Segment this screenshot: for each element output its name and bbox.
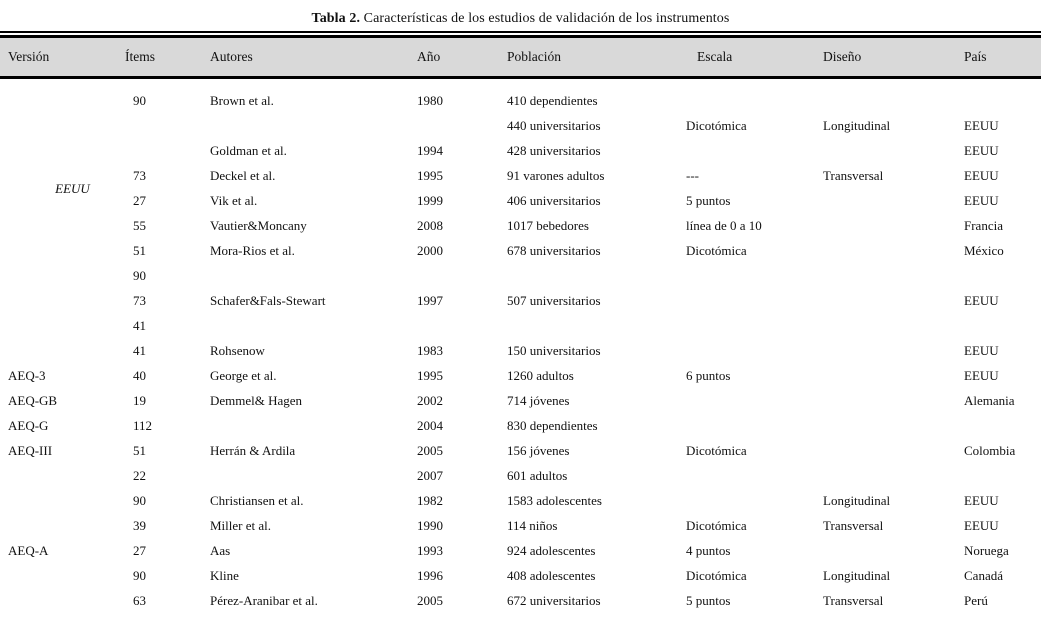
top-rule-thin <box>0 31 1041 33</box>
cell-escala <box>686 388 823 413</box>
table-row <box>0 588 1041 613</box>
cell-autores: Demmel& Hagen <box>210 393 303 408</box>
cell-diseno: Longitudinal <box>823 493 891 508</box>
cell-poblacion: 408 adolescentes <box>507 568 596 583</box>
cell-version <box>0 213 125 238</box>
table-row <box>0 563 1041 588</box>
cell-version <box>0 263 125 288</box>
cell-escala: Dicotómica <box>686 118 747 133</box>
cell-items: 27 <box>133 543 146 558</box>
cell-items: 41 <box>133 318 146 333</box>
cell-poblacion: 672 universitarios <box>507 593 601 608</box>
cell-autores: Christiansen et al. <box>210 493 304 508</box>
cell-version <box>0 313 125 338</box>
column-header-pais: País <box>964 38 1041 78</box>
cell-items: 27 <box>133 193 146 208</box>
cell-pais <box>964 413 1041 438</box>
cell-poblacion <box>507 263 686 288</box>
cell-diseno: Transversal <box>823 518 884 533</box>
cell-items: 73 <box>133 168 146 183</box>
cell-pais: EEUU <box>964 143 999 158</box>
cell-items: 41 <box>133 343 146 358</box>
cell-pais <box>964 463 1041 488</box>
cell-pais: EEUU <box>964 193 999 208</box>
cell-diseno: Transversal <box>823 593 884 608</box>
cell-poblacion: 1583 adolescentes <box>507 493 602 508</box>
table-row <box>0 138 1041 163</box>
table-row <box>0 463 1041 488</box>
cell-poblacion: 406 universitarios <box>507 193 601 208</box>
cell-autores: Miller et al. <box>210 518 272 533</box>
cell-pais: Noruega <box>964 543 1009 558</box>
table-row <box>0 238 1041 263</box>
cell-escala: 5 puntos <box>686 593 731 608</box>
cell-diseno <box>823 363 964 388</box>
cell-items: 22 <box>133 468 146 483</box>
cell-diseno <box>823 88 964 113</box>
cell-poblacion: 428 universitarios <box>507 143 601 158</box>
table-row <box>0 288 1041 313</box>
cell-ano: 1983 <box>417 343 443 358</box>
header-row <box>0 38 1041 78</box>
cell-diseno: Transversal <box>823 168 884 183</box>
table-row <box>0 538 1041 563</box>
cell-version-group-label: EEUU <box>55 180 90 196</box>
table-row <box>0 213 1041 238</box>
cell-autores: Kline <box>210 568 239 583</box>
cell-diseno: Longitudinal <box>823 118 891 133</box>
cell-pais <box>964 88 1041 113</box>
cell-items: 51 <box>133 243 146 258</box>
table-row <box>0 513 1041 538</box>
cell-diseno <box>823 438 964 463</box>
cell-pais: EEUU <box>964 518 999 533</box>
column-header-autores: Autores <box>210 38 417 78</box>
cell-items <box>125 113 210 138</box>
table-row <box>0 88 1041 113</box>
cell-version <box>0 238 125 263</box>
cell-pais: Perú <box>964 593 988 608</box>
cell-escala: Dicotómica <box>686 243 747 258</box>
cell-escala <box>686 138 823 163</box>
cell-poblacion: 1260 adultos <box>507 368 574 383</box>
cell-items: 55 <box>133 218 146 233</box>
column-header-escala: Escala <box>686 38 823 78</box>
cell-autores: Aas <box>210 543 231 558</box>
cell-version <box>0 488 125 513</box>
cell-items: 90 <box>133 568 146 583</box>
cell-version: AEQ-G <box>8 418 49 433</box>
cell-escala <box>686 263 823 288</box>
cell-pais: EEUU <box>964 343 999 358</box>
cell-diseno <box>823 388 964 413</box>
cell-escala <box>686 488 823 513</box>
cell-items: 19 <box>133 393 146 408</box>
table-caption-label: Tabla 2. <box>311 11 361 26</box>
cell-diseno <box>823 213 964 238</box>
cell-poblacion: 150 universitarios <box>507 343 601 358</box>
cell-pais: México <box>964 243 1004 258</box>
table-caption-text: Características de los estudios de validación de los instrumentos <box>360 11 730 26</box>
cell-poblacion: 714 jóvenes <box>507 393 570 408</box>
cell-items: 112 <box>133 418 153 433</box>
cell-version <box>0 588 125 613</box>
cell-autores: George et al. <box>210 368 277 383</box>
cell-escala: Dicotómica <box>686 443 747 458</box>
cell-version <box>0 88 125 113</box>
cell-escala <box>686 313 823 338</box>
cell-autores: Brown et al. <box>210 93 274 108</box>
cell-version: AEQ-III <box>8 443 53 458</box>
table-row <box>0 438 1041 463</box>
cell-escala: 5 puntos <box>686 193 731 208</box>
cell-autores: Vautier&Moncany <box>210 218 307 233</box>
cell-pais: EEUU <box>964 293 999 308</box>
cell-ano: 1990 <box>417 518 443 533</box>
cell-autores: Herrán & Ardila <box>210 443 296 458</box>
cell-ano: 2005 <box>417 443 443 458</box>
cell-version <box>0 138 125 163</box>
cell-version <box>0 563 125 588</box>
table-row <box>0 263 1041 288</box>
cell-poblacion: 830 dependientes <box>507 418 598 433</box>
cell-ano: 2008 <box>417 218 443 233</box>
cell-autores <box>210 313 417 338</box>
cell-autores <box>210 263 417 288</box>
cell-diseno <box>823 263 964 288</box>
cell-autores: Goldman et al. <box>210 143 287 158</box>
cell-ano: 2000 <box>417 243 443 258</box>
table-row <box>0 313 1041 338</box>
cell-pais: EEUU <box>964 118 999 133</box>
cell-items: 63 <box>133 593 146 608</box>
cell-autores <box>210 463 417 488</box>
cell-pais: Alemania <box>964 393 1015 408</box>
cell-autores <box>210 413 417 438</box>
cell-escala <box>686 338 823 363</box>
cell-version: AEQ-A <box>8 543 49 558</box>
cell-pais: EEUU <box>964 493 999 508</box>
cell-version <box>0 338 125 363</box>
cell-escala <box>686 463 823 488</box>
cell-ano <box>417 263 507 288</box>
cell-poblacion: 924 adolescentes <box>507 543 596 558</box>
cell-poblacion <box>507 313 686 338</box>
cell-ano: 1995 <box>417 168 443 183</box>
cell-poblacion: 156 jóvenes <box>507 443 570 458</box>
column-header-diseno: Diseño <box>823 38 964 78</box>
table-row <box>0 413 1041 438</box>
spacer-row <box>0 78 1041 89</box>
cell-diseno <box>823 313 964 338</box>
cell-ano <box>417 113 507 138</box>
cell-poblacion: 114 niños <box>507 518 558 533</box>
table-row <box>0 388 1041 413</box>
cell-ano: 2005 <box>417 593 443 608</box>
cell-autores: Schafer&Fals-Stewart <box>210 293 326 308</box>
cell-version <box>0 288 125 313</box>
cell-ano: 2004 <box>417 418 443 433</box>
cell-autores: Deckel et al. <box>210 168 276 183</box>
cell-escala: 4 puntos <box>686 543 731 558</box>
table-caption <box>0 11 1041 27</box>
cell-ano: 1994 <box>417 143 443 158</box>
column-header-poblacion: Población <box>507 38 686 78</box>
cell-poblacion: 91 varones adultos <box>507 168 605 183</box>
cell-poblacion: 601 adultos <box>507 468 568 483</box>
cell-autores: Pérez-Aranibar et al. <box>210 593 318 608</box>
cell-pais <box>964 313 1041 338</box>
validation-studies-table <box>0 38 1041 613</box>
column-header-version: Versión <box>0 38 125 78</box>
cell-items: 51 <box>133 443 146 458</box>
cell-ano: 1995 <box>417 368 443 383</box>
cell-ano: 1997 <box>417 293 443 308</box>
cell-items: 39 <box>133 518 146 533</box>
table-row <box>0 363 1041 388</box>
cell-escala: Dicotómica <box>686 568 747 583</box>
cell-diseno <box>823 138 964 163</box>
table-row <box>0 188 1041 213</box>
spacer <box>0 78 1041 89</box>
cell-autores: Vik et al. <box>210 193 258 208</box>
cell-pais: EEUU <box>964 368 999 383</box>
cell-pais: Francia <box>964 218 1003 233</box>
cell-version: AEQ-3 <box>8 368 46 383</box>
cell-items: 40 <box>133 368 146 383</box>
cell-autores <box>210 113 417 138</box>
cell-items: 73 <box>133 293 146 308</box>
cell-version: AEQ-GB <box>8 393 58 408</box>
cell-ano: 1999 <box>417 193 443 208</box>
cell-items: 90 <box>133 493 146 508</box>
cell-escala <box>686 413 823 438</box>
cell-diseno <box>823 413 964 438</box>
cell-pais: EEUU <box>964 168 999 183</box>
cell-diseno <box>823 238 964 263</box>
table-row <box>0 488 1041 513</box>
cell-escala: 6 puntos <box>686 368 731 383</box>
cell-items <box>125 138 210 163</box>
cell-version <box>0 463 125 488</box>
cell-diseno <box>823 338 964 363</box>
cell-items: 90 <box>133 93 146 108</box>
cell-poblacion: 410 dependientes <box>507 93 598 108</box>
cell-escala: línea de 0 a 10 <box>686 218 762 233</box>
cell-autores: Rohsenow <box>210 343 265 358</box>
cell-escala <box>686 288 823 313</box>
cell-escala: --- <box>686 168 699 183</box>
cell-diseno <box>823 288 964 313</box>
column-header-items: Ítems <box>125 38 210 78</box>
cell-ano <box>417 313 507 338</box>
column-header-ano: Año <box>417 38 507 78</box>
cell-ano: 1980 <box>417 93 443 108</box>
cell-diseno <box>823 463 964 488</box>
cell-poblacion: 507 universitarios <box>507 293 601 308</box>
table-row <box>0 113 1041 138</box>
cell-poblacion: 1017 bebedores <box>507 218 589 233</box>
cell-ano: 1993 <box>417 543 443 558</box>
cell-ano: 1996 <box>417 568 443 583</box>
cell-autores: Mora-Rios et al. <box>210 243 295 258</box>
cell-diseno <box>823 188 964 213</box>
table-row <box>0 338 1041 363</box>
cell-pais: Canadá <box>964 568 1003 583</box>
cell-version <box>0 113 125 138</box>
table-row <box>0 163 1041 188</box>
cell-items: 90 <box>133 268 146 283</box>
cell-poblacion: 440 universitarios <box>507 118 601 133</box>
cell-ano: 1982 <box>417 493 443 508</box>
cell-escala: Dicotómica <box>686 518 747 533</box>
cell-pais <box>964 263 1041 288</box>
cell-escala <box>686 88 823 113</box>
cell-ano: 2007 <box>417 468 443 483</box>
cell-diseno: Longitudinal <box>823 568 891 583</box>
cell-version <box>0 513 125 538</box>
cell-pais: Colombia <box>964 443 1016 458</box>
cell-diseno <box>823 538 964 563</box>
cell-poblacion: 678 universitarios <box>507 243 601 258</box>
cell-ano: 2002 <box>417 393 443 408</box>
